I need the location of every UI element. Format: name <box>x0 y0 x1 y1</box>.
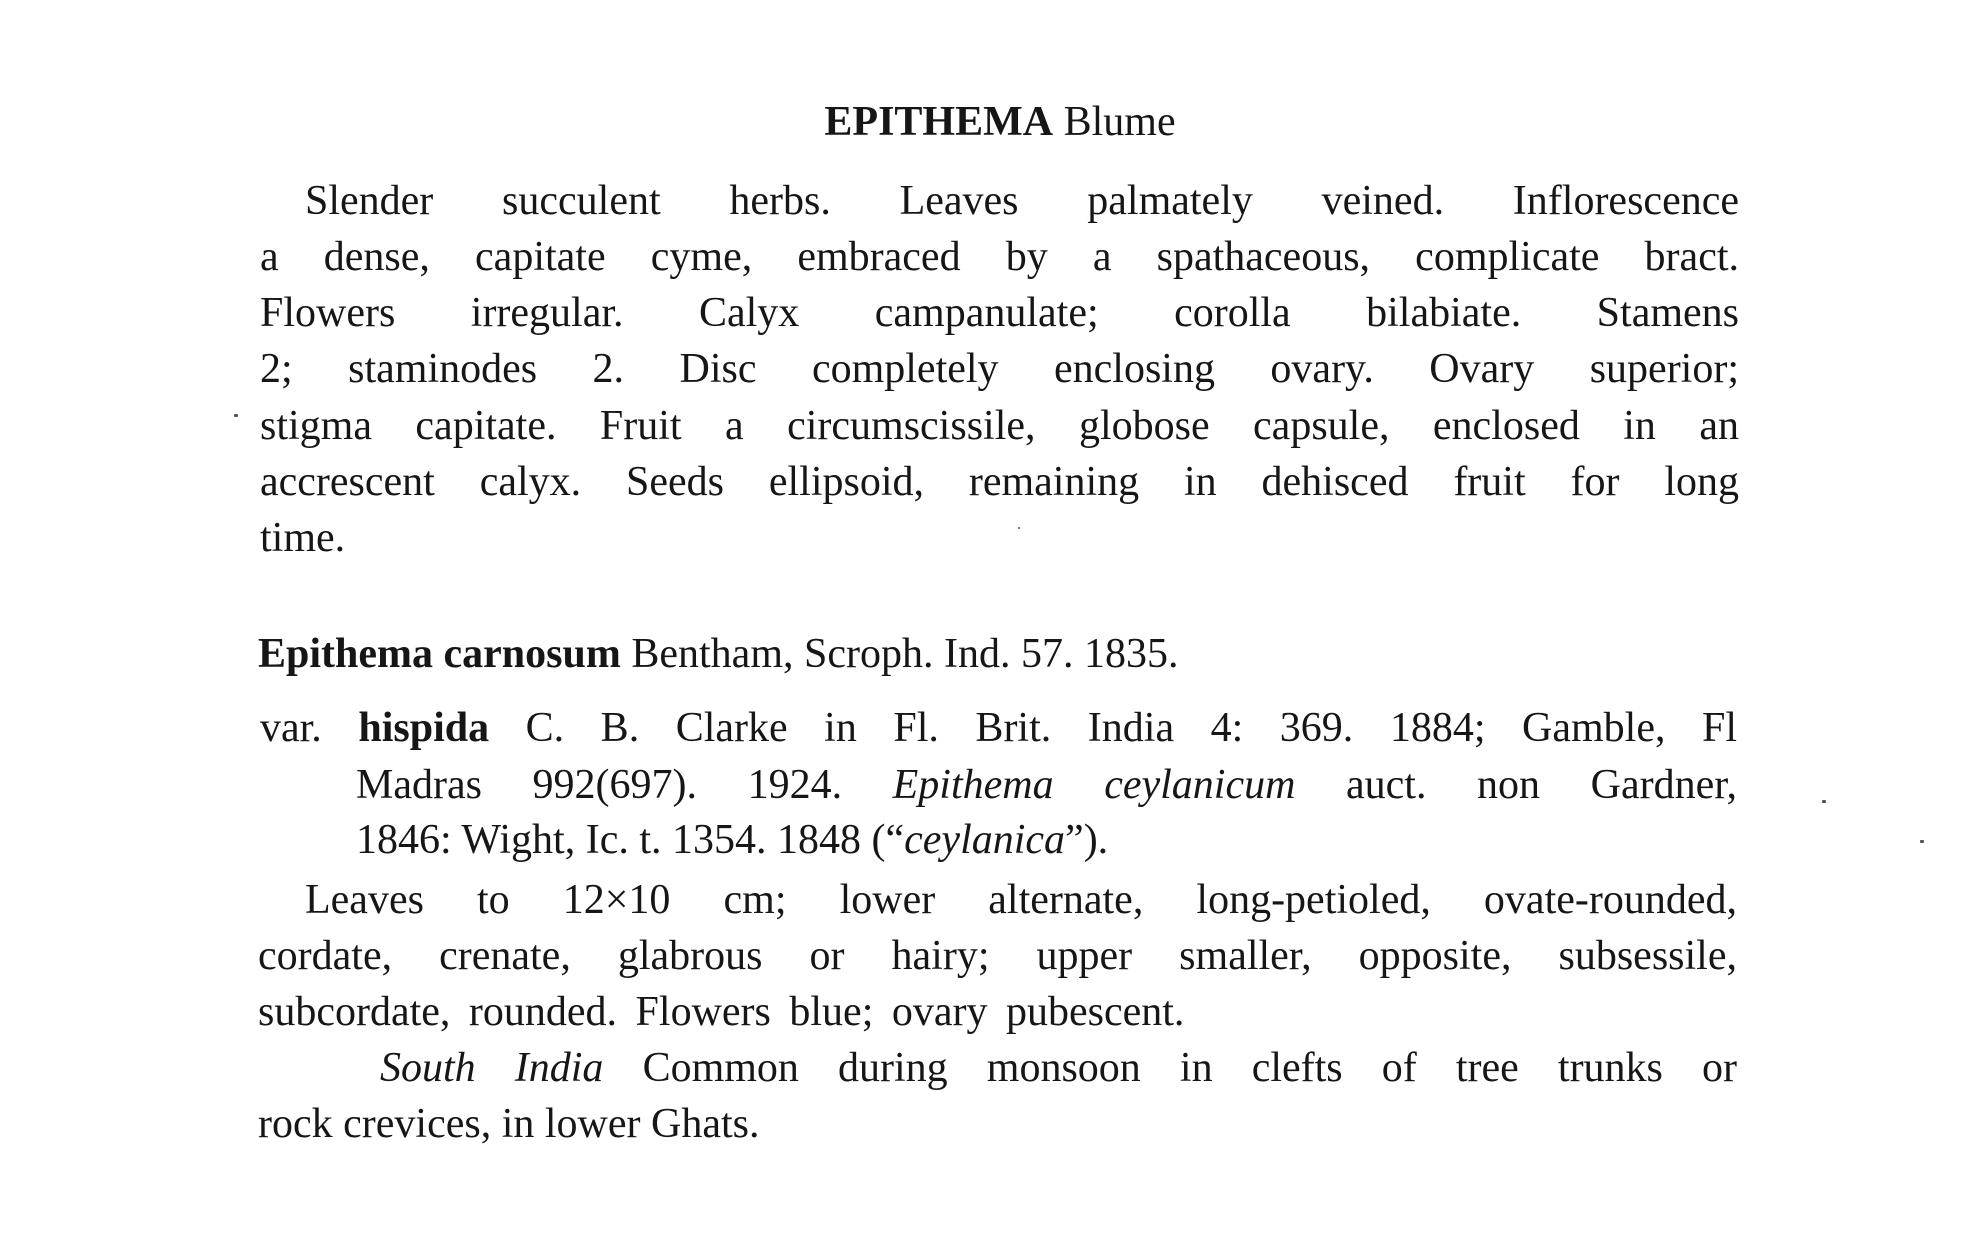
wight-citation-end: ”). <box>1065 817 1109 863</box>
scan-speck <box>234 414 238 417</box>
distribution-region: South India <box>380 1045 604 1091</box>
distribution-line-1 <box>380 1040 1737 1096</box>
species-description-line-2: cordate, crenate, glabrous or hairy; upper smaller, opposite, subsessile, <box>258 933 1737 979</box>
scan-speck <box>1018 527 1020 529</box>
species-citation: Bentham, Scroph. Ind. 57. 1835. <box>631 631 1179 677</box>
synonym-authority: auct. non Gardner, <box>1346 762 1738 808</box>
genus-description-line-5: stigma capitate. Fruit a circumscissile, globose capsule, enclosed in an <box>260 403 1739 449</box>
synonym-name: Epithema ceylanicum <box>892 762 1296 808</box>
genus-description-line-7: time. <box>260 515 346 561</box>
species-description-line-3: subcordate, rounded. Flowers blue; ovary pubescent. <box>258 989 1185 1035</box>
genus-author: Blume <box>1063 99 1176 145</box>
genus-description-line-6: accrescent calyx. Seeds ellipsoid, remaining in dehisced fruit for long <box>260 459 1739 505</box>
variety-citation-line-2 <box>356 757 1737 813</box>
variety-citation-madras: Madras 992(697). 1924. <box>356 762 843 808</box>
wight-citation: 1846: Wight, Ic. t. 1354. 1848 (“ <box>356 817 905 863</box>
genus-description-line-2: a dense, capitate cyme, embraced by a spathaceous, complicate bract. <box>260 234 1739 280</box>
genus-name: EPITHEMA <box>824 99 1054 145</box>
genus-description-line-4: 2; staminodes 2. Disc completely enclosing ovary. Ovary superior; <box>260 346 1739 392</box>
variety-prefix: var. <box>260 705 322 751</box>
scan-speck <box>1822 800 1826 803</box>
species-heading <box>258 626 1178 682</box>
distribution-habitat: Common during monsoon in clefts of tree trunks or <box>642 1045 1738 1091</box>
genus-description-line-1: Slender succulent herbs. Leaves palmately veined. Inflorescence <box>305 178 1739 224</box>
species-description-line-1: Leaves to 12×10 cm; lower alternate, long-petioled, ovate-rounded, <box>305 877 1737 923</box>
distribution-line-2: rock crevices, in lower Ghats. <box>258 1101 760 1147</box>
variety-name: hispida <box>358 705 490 751</box>
scan-speck <box>1920 840 1924 843</box>
variety-citation-line-3 <box>356 812 1108 868</box>
species-name: Epithema carnosum <box>258 631 621 677</box>
genus-description-line-3: Flowers irregular. Calyx campanulate; corolla bilabiate. Stamens <box>260 290 1739 336</box>
variety-citation-line-1 <box>260 700 1737 756</box>
genus-heading <box>600 94 1400 150</box>
ceylanica-name: ceylanica <box>904 817 1066 863</box>
variety-citation-text: C. B. Clarke in Fl. Brit. India 4: 369. 1884; Gamble, Fl <box>525 705 1738 751</box>
